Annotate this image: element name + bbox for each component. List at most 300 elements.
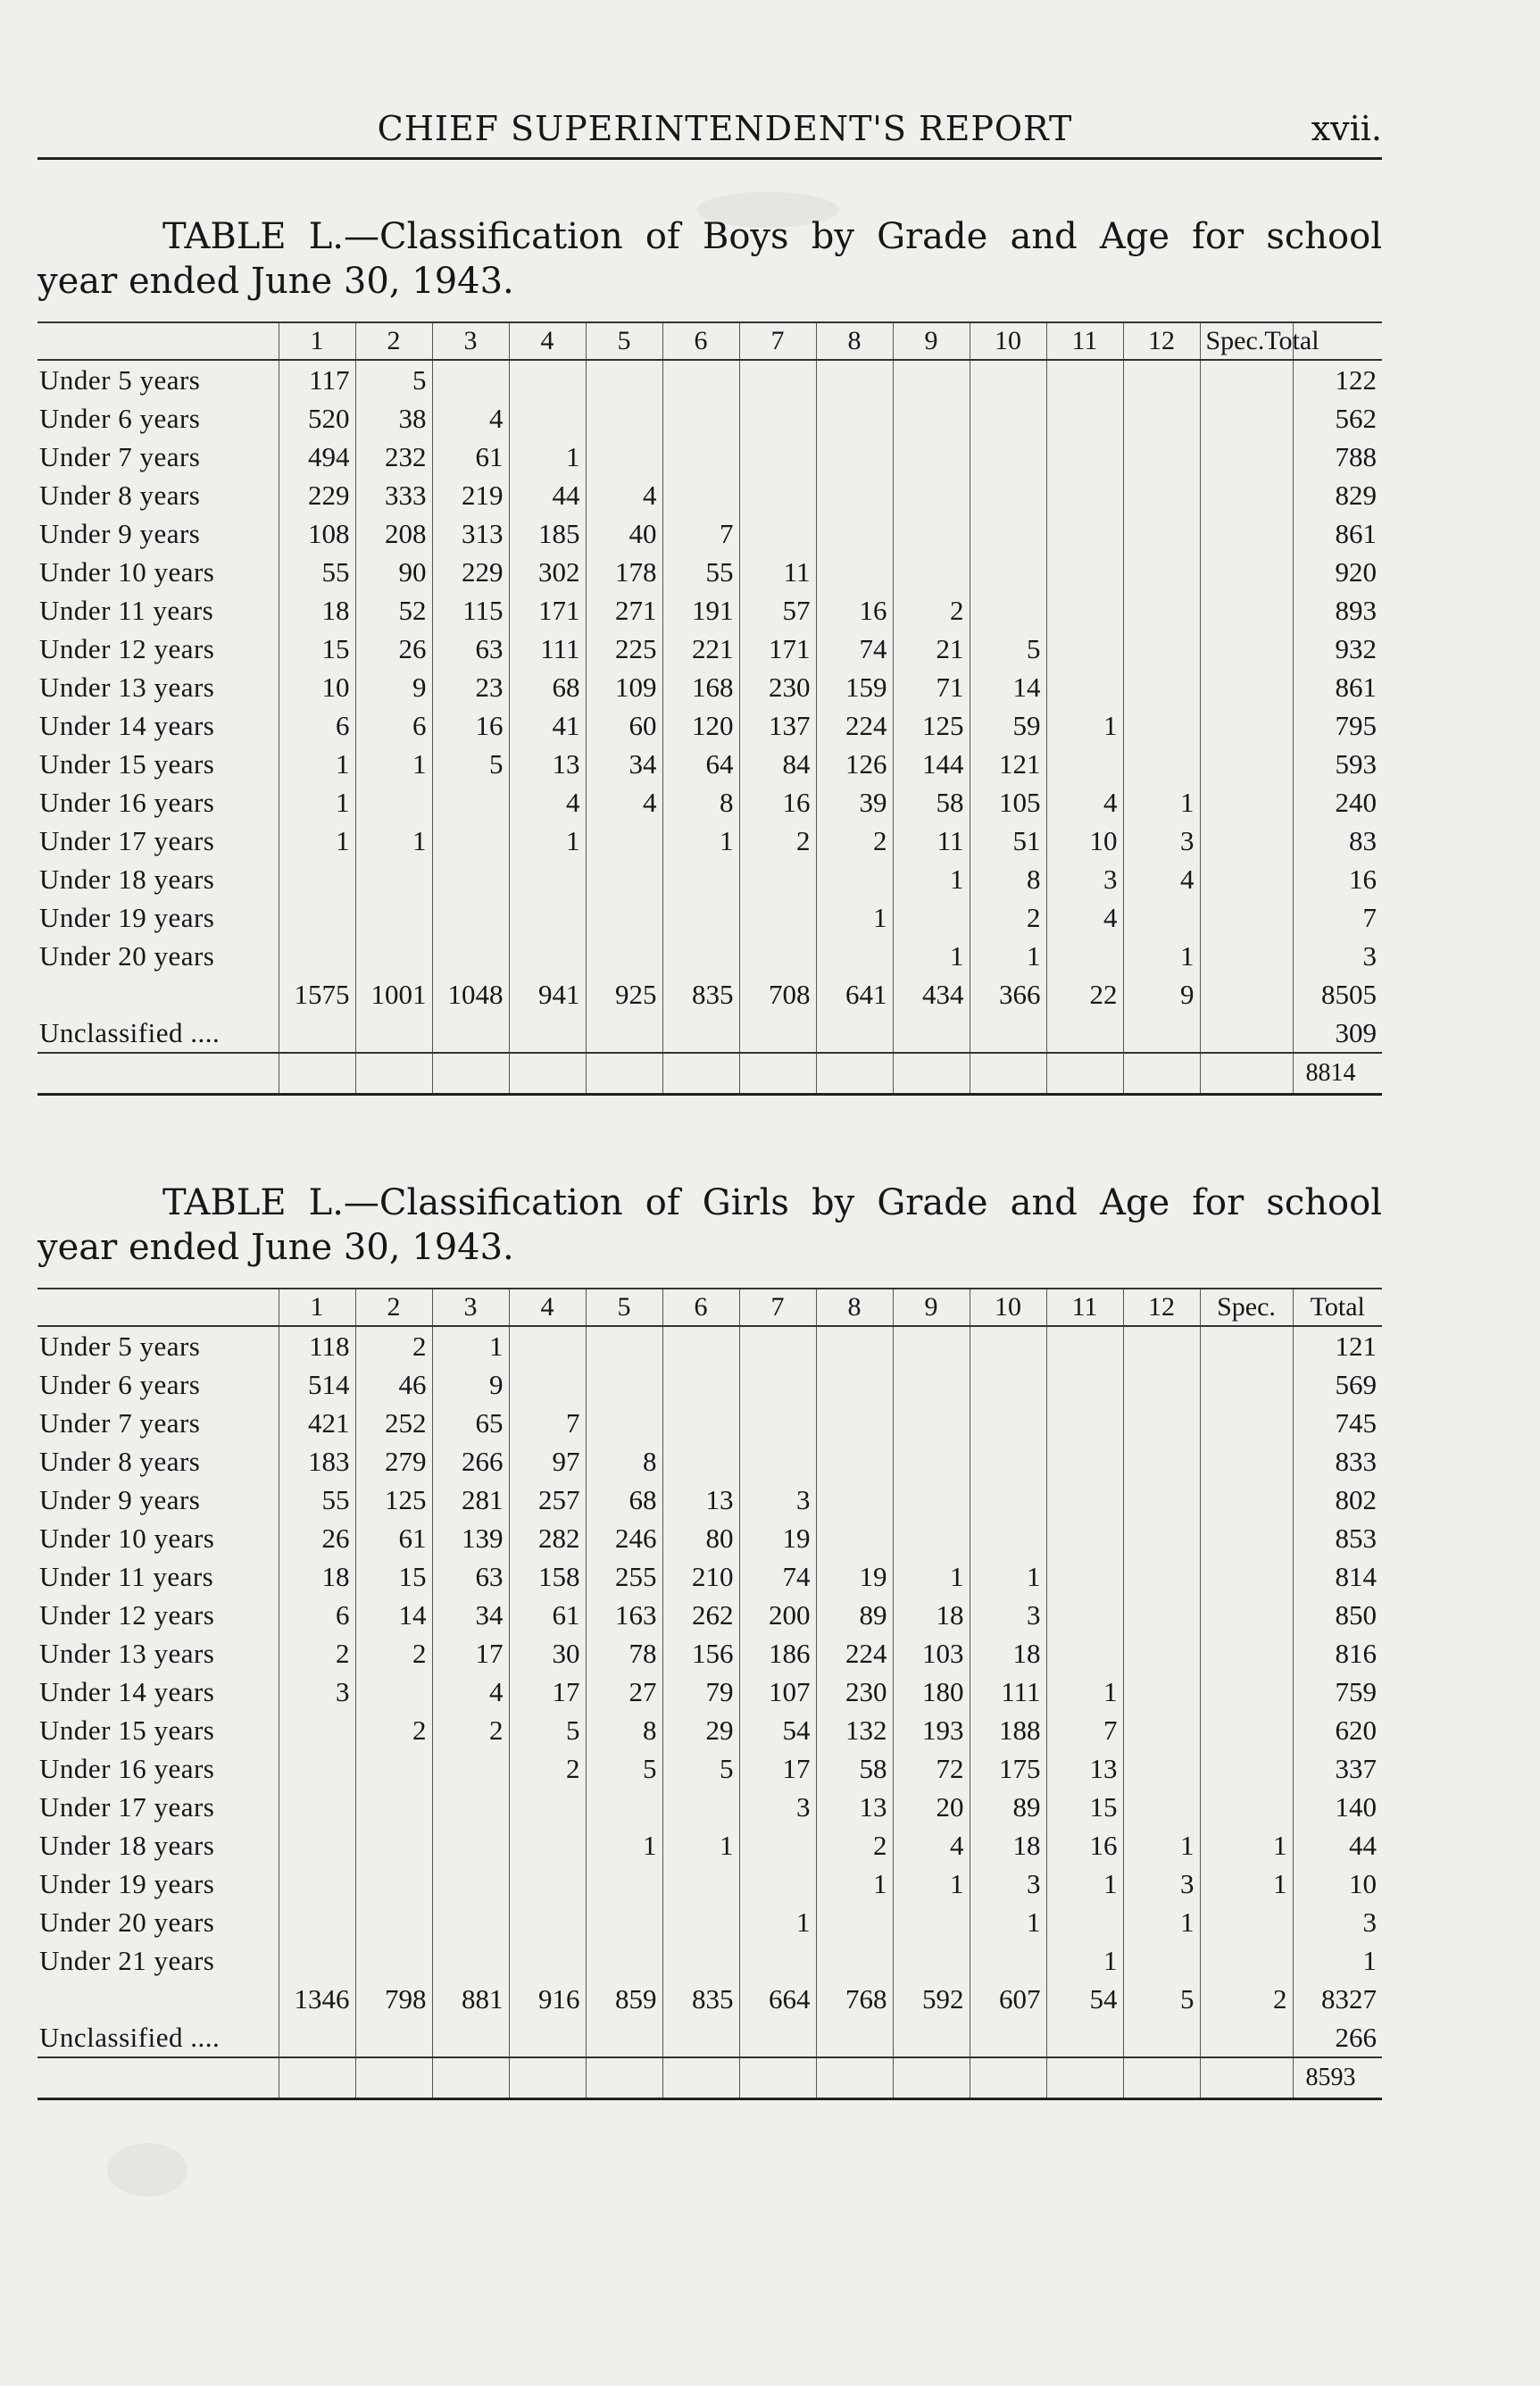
table-cell — [970, 1326, 1046, 1365]
empty-cell — [279, 2057, 355, 2099]
table-cell — [970, 1519, 1046, 1557]
table-cell: 4 — [432, 1673, 509, 1711]
empty-cell — [355, 2057, 432, 2099]
table-cell — [739, 1865, 816, 1903]
row-total-cell: 1 — [1293, 1941, 1382, 1980]
row-label: Under 9 years — [39, 1483, 201, 1515]
table-row — [37, 2018, 1382, 2057]
table-cell — [1046, 1014, 1123, 1053]
table-cell — [1123, 1634, 1200, 1673]
table-cell — [1123, 1014, 1200, 1053]
table-cell — [816, 1941, 893, 1980]
row-total-cell: 802 — [1293, 1481, 1382, 1519]
table-cell — [355, 783, 432, 822]
row-label: Under 10 years — [39, 555, 215, 588]
table-cell — [893, 1481, 970, 1519]
table-cell: 271 — [586, 591, 662, 630]
table-cell: 105 — [970, 783, 1046, 822]
table-cell: 46 — [355, 1365, 432, 1404]
table-cell: 2 — [355, 1634, 432, 1673]
table-cell: 16 — [816, 591, 893, 630]
table-cell — [816, 1442, 893, 1481]
table-cell: 17 — [739, 1749, 816, 1788]
table-cell — [1200, 1404, 1293, 1442]
table-cell — [586, 1014, 662, 1053]
table-cell — [1200, 745, 1293, 783]
table-cell: 178 — [586, 553, 662, 591]
empty-cell — [432, 1053, 509, 1095]
table-cell: 1001 — [355, 975, 432, 1014]
table-cell — [279, 1014, 355, 1053]
table-cell: 5 — [509, 1711, 586, 1749]
table-cell — [1123, 2018, 1200, 2057]
table-cell: 5 — [662, 1749, 739, 1788]
table-cell — [739, 2018, 816, 2057]
table-cell: 61 — [509, 1596, 586, 1634]
table-row — [37, 399, 1382, 438]
table-cell — [355, 1903, 432, 1941]
table-cell: 15 — [1046, 1788, 1123, 1826]
table-cell: 366 — [970, 975, 1046, 1014]
table-cell — [970, 399, 1046, 438]
column-header: 6 — [662, 322, 739, 360]
table-cell — [1046, 1903, 1123, 1941]
table-cell: 1 — [1046, 1865, 1123, 1903]
table-cell — [662, 860, 739, 898]
table-cell — [739, 1326, 816, 1365]
row-label: Under 12 years — [39, 1598, 215, 1631]
column-header: 12 — [1123, 1289, 1200, 1326]
table-row — [37, 1442, 1382, 1481]
table-cell — [893, 2018, 970, 2057]
empty-cell — [893, 1053, 970, 1095]
table-row — [37, 630, 1382, 668]
table-cell: 4 — [432, 399, 509, 438]
table-cell — [816, 360, 893, 399]
row-total-cell: 8327 — [1293, 1980, 1382, 2018]
row-total-cell: 16 — [1293, 860, 1382, 898]
empty-cell — [970, 1053, 1046, 1095]
column-header: 10 — [970, 322, 1046, 360]
table-cell: 26 — [355, 630, 432, 668]
table-cell: 183 — [279, 1442, 355, 1481]
table-cell: 8 — [970, 860, 1046, 898]
table-cell: 421 — [279, 1404, 355, 1442]
table-cell — [1123, 360, 1200, 399]
table-cell: 1 — [432, 1326, 509, 1365]
table-cell: 3 — [1123, 1865, 1200, 1903]
empty-cell — [279, 1053, 355, 1095]
table-cell — [1200, 1788, 1293, 1826]
table-cell: 224 — [816, 1634, 893, 1673]
table-cell: 156 — [662, 1634, 739, 1673]
table-row — [37, 1826, 1382, 1865]
row-label: Under 5 years — [39, 1330, 201, 1362]
row-total-cell: 816 — [1293, 1634, 1382, 1673]
table-cell: 60 — [586, 706, 662, 745]
table-cell — [279, 1788, 355, 1826]
table-cell — [432, 1749, 509, 1788]
table-cell — [893, 553, 970, 591]
table-cell: 708 — [739, 975, 816, 1014]
table-cell: 4 — [1123, 860, 1200, 898]
table-cell: 89 — [816, 1596, 893, 1634]
table-cell — [1200, 553, 1293, 591]
table-cell: 1 — [739, 1903, 816, 1941]
table-cell — [432, 2018, 509, 2057]
row-label: Under 17 years — [39, 824, 215, 856]
empty-cell — [739, 1053, 816, 1095]
table-cell: 21 — [893, 630, 970, 668]
table-cell — [893, 898, 970, 937]
table-cell: 125 — [355, 1481, 432, 1519]
column-header: Spec. — [1200, 1289, 1293, 1326]
table-cell: 1 — [893, 860, 970, 898]
table-row — [37, 745, 1382, 783]
table-cell: 1 — [1200, 1865, 1293, 1903]
column-header: 9 — [893, 322, 970, 360]
table-cell — [279, 1941, 355, 1980]
table-cell — [662, 399, 739, 438]
empty-cell — [1200, 2057, 1293, 2099]
column-header: 5 — [586, 322, 662, 360]
table-cell: 171 — [509, 591, 586, 630]
table-cell: 65 — [432, 1404, 509, 1442]
table-cell — [739, 1941, 816, 1980]
row-total-cell: 932 — [1293, 630, 1382, 668]
empty-cell — [355, 1053, 432, 1095]
table-cell: 18 — [279, 591, 355, 630]
row-label: Under 14 years — [39, 1675, 215, 1707]
table-cell — [970, 1941, 1046, 1980]
table-cell — [816, 1014, 893, 1053]
column-header: Spec.Total — [1200, 322, 1293, 360]
table-cell: 118 — [279, 1326, 355, 1365]
table-cell — [662, 1442, 739, 1481]
table-cell: 19 — [739, 1519, 816, 1557]
empty-cell — [37, 1053, 279, 1095]
table-cell: 1346 — [279, 1980, 355, 2018]
table-cell: 11 — [893, 822, 970, 860]
table-cell — [432, 1014, 509, 1053]
table-cell — [1123, 668, 1200, 706]
table-cell — [1123, 1326, 1200, 1365]
table-cell — [509, 1326, 586, 1365]
table-cell — [1123, 476, 1200, 514]
row-total-cell: 829 — [1293, 476, 1382, 514]
column-header: 4 — [509, 322, 586, 360]
table-cell: 26 — [279, 1519, 355, 1557]
table-cell: 5 — [432, 745, 509, 783]
table-cell: 23 — [432, 668, 509, 706]
table-cell — [1200, 898, 1293, 937]
table-cell — [1046, 1404, 1123, 1442]
row-label — [37, 975, 279, 1014]
table-cell: 313 — [432, 514, 509, 553]
column-header: 3 — [432, 322, 509, 360]
empty-cell — [662, 2057, 739, 2099]
table-cell: 5 — [355, 360, 432, 399]
table-cell: 144 — [893, 745, 970, 783]
table-row — [37, 822, 1382, 860]
table-cell: 1 — [1123, 937, 1200, 975]
subtotal-row — [37, 975, 1382, 1014]
table-cell — [1046, 937, 1123, 975]
table-cell: 4 — [509, 783, 586, 822]
column-header: 9 — [893, 1289, 970, 1326]
table-cell: 1 — [279, 822, 355, 860]
row-total-cell: 814 — [1293, 1557, 1382, 1596]
table-cell: 1 — [1123, 1826, 1200, 1865]
table-cell — [355, 1673, 432, 1711]
row-total-cell: 83 — [1293, 822, 1382, 860]
table-cell: 71 — [893, 668, 970, 706]
page-number: xvii. — [1311, 109, 1382, 148]
table-cell — [509, 1826, 586, 1865]
table-cell: 3 — [279, 1673, 355, 1711]
row-label: Under 13 years — [39, 671, 215, 703]
table-row — [37, 1519, 1382, 1557]
column-header: 6 — [662, 1289, 739, 1326]
boys-header-row — [37, 322, 1382, 360]
column-header: 10 — [970, 1289, 1046, 1326]
table-cell — [432, 937, 509, 975]
table-cell — [586, 360, 662, 399]
row-total-cell: 121 — [1293, 1326, 1382, 1365]
table-cell: 9 — [1123, 975, 1200, 1014]
row-total-cell: 850 — [1293, 1596, 1382, 1634]
grand-total-row — [37, 1053, 1382, 1095]
table-cell: 158 — [509, 1557, 586, 1596]
empty-cell — [739, 2057, 816, 2099]
table-cell — [816, 860, 893, 898]
row-label: Under 20 years — [39, 1906, 215, 1938]
row-label — [37, 1980, 279, 2018]
table-cell: 41 — [509, 706, 586, 745]
table-cell: 188 — [970, 1711, 1046, 1749]
table-cell — [586, 822, 662, 860]
table-cell: 1 — [1200, 1826, 1293, 1865]
table-row — [37, 783, 1382, 822]
table-cell: 13 — [662, 1481, 739, 1519]
table-cell: 2 — [816, 1826, 893, 1865]
table-cell: 941 — [509, 975, 586, 1014]
empty-cell — [662, 1053, 739, 1095]
table-cell: 90 — [355, 553, 432, 591]
table-cell: 1 — [355, 745, 432, 783]
table-cell: 520 — [279, 399, 355, 438]
table-cell — [279, 1749, 355, 1788]
table-cell — [739, 860, 816, 898]
table-cell: 52 — [355, 591, 432, 630]
table-cell: 58 — [893, 783, 970, 822]
table-cell: 55 — [662, 553, 739, 591]
table-cell — [1123, 1596, 1200, 1634]
table-cell — [509, 2018, 586, 2057]
table-cell — [509, 1865, 586, 1903]
table-cell — [662, 1865, 739, 1903]
empty-cell — [1123, 1053, 1200, 1095]
table-cell: 9 — [432, 1365, 509, 1404]
table-cell — [893, 1941, 970, 1980]
table-cell: 1 — [1123, 1903, 1200, 1941]
table-cell: 1 — [586, 1826, 662, 1865]
row-total-cell: 759 — [1293, 1673, 1382, 1711]
table-cell — [1123, 1941, 1200, 1980]
table-cell: 51 — [970, 822, 1046, 860]
table-cell — [509, 1788, 586, 1826]
table-cell — [432, 822, 509, 860]
table-cell — [970, 438, 1046, 476]
table-cell — [432, 860, 509, 898]
table-cell: 14 — [970, 668, 1046, 706]
table-row — [37, 1481, 1382, 1519]
table-cell: 925 — [586, 975, 662, 1014]
table-cell: 8 — [586, 1711, 662, 1749]
empty-cell — [1046, 2057, 1123, 2099]
table-cell — [1200, 668, 1293, 706]
girls-classification-table — [37, 1288, 1382, 2100]
table-cell — [509, 1903, 586, 1941]
table-cell: 55 — [279, 553, 355, 591]
column-header: 8 — [816, 1289, 893, 1326]
table-cell — [355, 1749, 432, 1788]
table-cell: 3 — [1123, 822, 1200, 860]
table-cell — [1200, 630, 1293, 668]
table-cell — [355, 1788, 432, 1826]
column-header: 7 — [739, 1289, 816, 1326]
row-label: Under 18 years — [39, 1829, 215, 1861]
table-cell: 2 — [355, 1711, 432, 1749]
table-cell — [1200, 1326, 1293, 1365]
table-cell — [1200, 514, 1293, 553]
table-cell — [970, 1404, 1046, 1442]
table-cell — [662, 937, 739, 975]
table-cell — [816, 438, 893, 476]
table-cell: 193 — [893, 1711, 970, 1749]
table-cell — [739, 1014, 816, 1053]
table-cell: 281 — [432, 1481, 509, 1519]
table-cell: 1 — [893, 1865, 970, 1903]
boys-table-title — [37, 214, 1382, 304]
row-total-cell: 122 — [1293, 360, 1382, 399]
girls-title-line-2: year ended June 30, 1943. — [37, 1227, 514, 1268]
table-row — [37, 1634, 1382, 1673]
row-label: Under 12 years — [39, 632, 215, 664]
table-cell: 68 — [509, 668, 586, 706]
table-cell — [970, 514, 1046, 553]
table-cell: 29 — [662, 1711, 739, 1749]
table-cell: 16 — [1046, 1826, 1123, 1865]
table-row — [37, 898, 1382, 937]
table-cell: 175 — [970, 1749, 1046, 1788]
row-total-cell: 920 — [1293, 553, 1382, 591]
table-cell — [355, 937, 432, 975]
table-cell: 1 — [816, 1865, 893, 1903]
table-cell — [1123, 591, 1200, 630]
print-smudge — [107, 2143, 187, 2197]
table-cell: 191 — [662, 591, 739, 630]
table-cell — [662, 438, 739, 476]
table-row — [37, 860, 1382, 898]
table-cell — [432, 1788, 509, 1826]
table-cell — [355, 860, 432, 898]
boys-classification-table — [37, 321, 1382, 1096]
table-cell — [739, 1826, 816, 1865]
table-cell: 881 — [432, 1980, 509, 2018]
table-cell — [1200, 360, 1293, 399]
row-total-cell: 593 — [1293, 745, 1382, 783]
table-cell — [1123, 706, 1200, 745]
table-cell: 859 — [586, 1980, 662, 2018]
row-total-cell: 620 — [1293, 1711, 1382, 1749]
row-label-column-header — [37, 1289, 279, 1326]
table-cell — [1200, 783, 1293, 822]
table-cell — [1200, 476, 1293, 514]
table-cell: 22 — [1046, 975, 1123, 1014]
table-cell: 80 — [662, 1519, 739, 1557]
row-total-cell: 309 — [1293, 1014, 1382, 1053]
row-label: Under 6 years — [39, 1368, 201, 1400]
table-cell — [586, 1788, 662, 1826]
table-cell: 126 — [816, 745, 893, 783]
empty-cell — [37, 2057, 279, 2099]
table-cell — [509, 1941, 586, 1980]
table-cell — [739, 360, 816, 399]
table-cell — [1200, 438, 1293, 476]
table-cell — [1123, 1442, 1200, 1481]
boys-title-line-1: TABLE L.—Classification of Boys by Grade and Age for school — [162, 216, 1382, 257]
table-cell — [355, 898, 432, 937]
table-cell — [739, 937, 816, 975]
table-cell — [816, 2018, 893, 2057]
table-cell: 58 — [816, 1749, 893, 1788]
table-cell — [355, 1941, 432, 1980]
table-row — [37, 514, 1382, 553]
table-cell: 57 — [739, 591, 816, 630]
column-header: 12 — [1123, 322, 1200, 360]
row-total-cell: 861 — [1293, 514, 1382, 553]
row-total-cell: 562 — [1293, 399, 1382, 438]
table-cell: 117 — [279, 360, 355, 399]
row-label: Under 19 years — [39, 1867, 215, 1899]
table-row — [37, 1941, 1382, 1980]
table-cell: 514 — [279, 1365, 355, 1404]
table-cell: 1 — [970, 937, 1046, 975]
table-cell: 97 — [509, 1442, 586, 1481]
table-cell — [432, 783, 509, 822]
table-cell — [1200, 1673, 1293, 1711]
table-cell — [1046, 438, 1123, 476]
table-cell — [279, 937, 355, 975]
table-cell: 4 — [1046, 783, 1123, 822]
table-cell: 18 — [970, 1634, 1046, 1673]
table-cell — [1123, 1749, 1200, 1788]
table-cell — [893, 476, 970, 514]
table-row — [37, 1596, 1382, 1634]
table-row — [37, 591, 1382, 630]
table-cell — [1123, 1788, 1200, 1826]
table-cell: 120 — [662, 706, 739, 745]
table-cell: 111 — [509, 630, 586, 668]
table-cell: 607 — [970, 1980, 1046, 2018]
table-cell: 15 — [279, 630, 355, 668]
table-row — [37, 1326, 1382, 1365]
row-total-cell: 569 — [1293, 1365, 1382, 1404]
row-label: Under 7 years — [39, 1406, 201, 1439]
column-header: Total — [1293, 1289, 1382, 1326]
table-cell — [1200, 1749, 1293, 1788]
